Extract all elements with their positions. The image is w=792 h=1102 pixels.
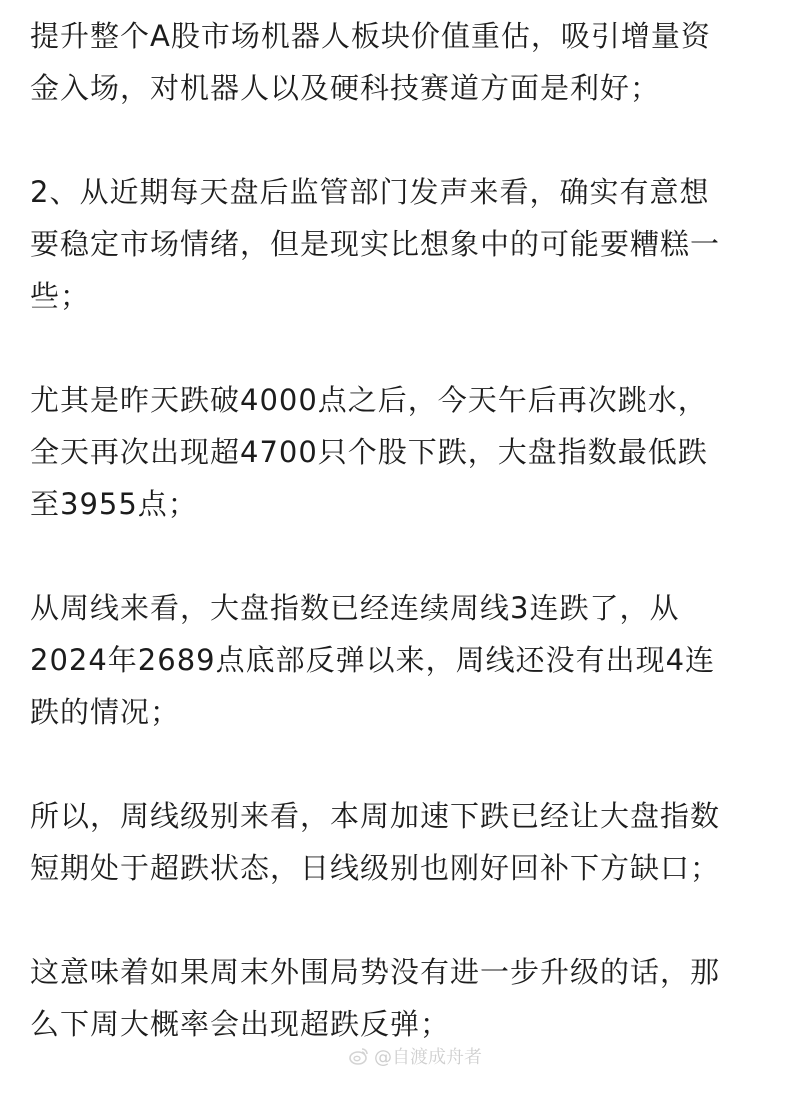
watermark — [348, 1043, 482, 1069]
text-line: 要稳定市场情绪，但是现实比想象中的可能要糟糕一 — [30, 227, 721, 261]
text-line: 些； — [30, 279, 91, 313]
paragraph-6 — [30, 946, 770, 1050]
paragraph-3 — [30, 374, 770, 530]
text-line: 金入场，对机器人以及硬科技赛道方面是利好； — [30, 71, 661, 105]
text-line: 这意味着如果周末外围局势没有进一步升级的话，那 — [30, 955, 721, 989]
text-line: 么下周大概率会出现超跌反弹； — [30, 1007, 451, 1041]
text-line: 至3955点； — [30, 487, 198, 521]
paragraph-2 — [30, 166, 770, 322]
text-line: 全天再次出现超4700只个股下跌，大盘指数最低跌 — [30, 435, 708, 469]
paragraph-5 — [30, 790, 770, 894]
text-line: 短期处于超跌状态，日线级别也刚好回补下方缺口； — [30, 851, 721, 885]
text-line: 从周线来看，大盘指数已经连续周线3连跌了，从 — [30, 591, 680, 625]
paragraph-4 — [30, 582, 770, 738]
article-body — [30, 10, 770, 1102]
paragraph-1 — [30, 10, 770, 114]
text-line: 跌的情况； — [30, 695, 181, 729]
text-line: 尤其是昨天跌破4000点之后，今天午后再次跳水， — [30, 383, 708, 417]
watermark-text: @自渡成舟者 — [374, 1047, 482, 1068]
text-line: 所以，周线级别来看，本周加速下跌已经让大盘指数 — [30, 799, 721, 833]
text-line: 2、从近期每天盘后监管部门发声来看，确实有意想 — [30, 175, 710, 209]
text-line: 2024年2689点底部反弹以来，周线还没有出现4连 — [30, 643, 716, 677]
weibo-icon — [348, 1045, 370, 1067]
text-line: 提升整个A股市场机器人板块价值重估，吸引增量资 — [30, 19, 711, 53]
